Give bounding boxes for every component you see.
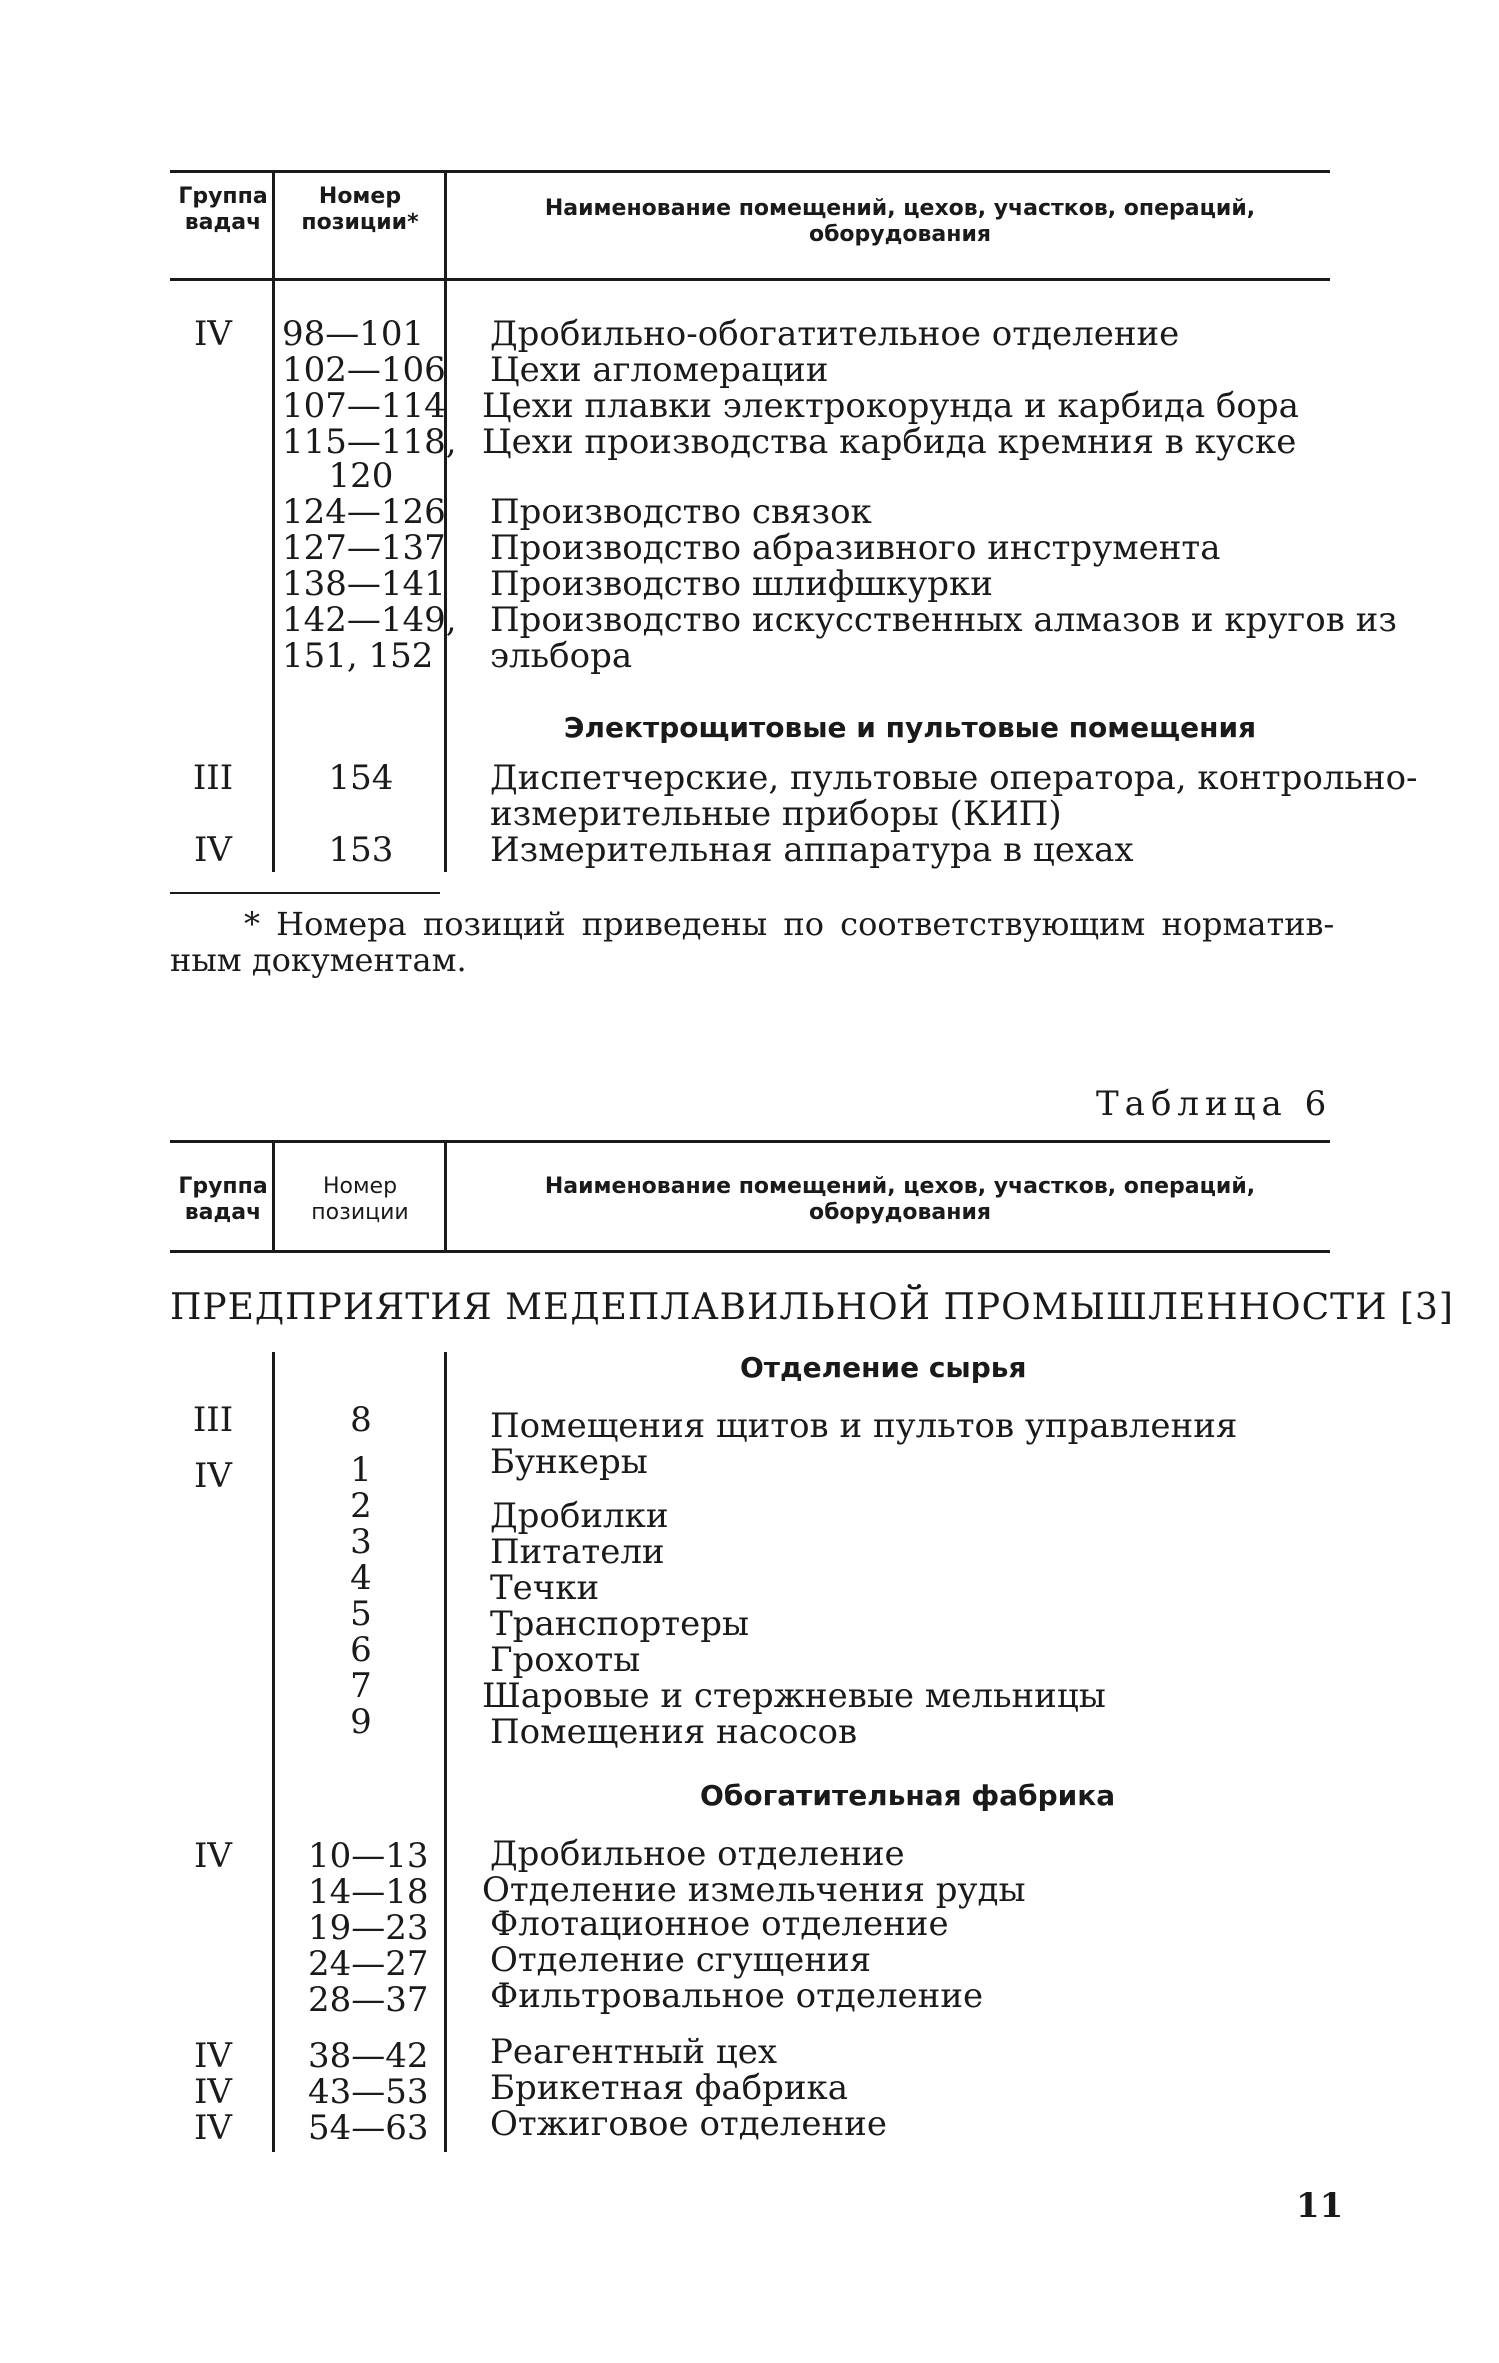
table1-row8-position-cont: 151, 152	[282, 636, 434, 676]
table2-r2-name: Бункеры	[490, 1442, 648, 1482]
table2-s2-r6-position: 38—42	[308, 2036, 429, 2076]
table2-r5-name: Течки	[490, 1568, 600, 1608]
table1-row10-position: 153	[328, 830, 394, 870]
table1-row8-name: Производство искусственных алмазов и кругов из	[490, 600, 1397, 640]
table1-row9-name-cont: измерительные приборы (КИП)	[490, 794, 1062, 834]
table2-r8-name: Шаровые и стержневые мельницы	[482, 1676, 1106, 1716]
table1-row3-position: 107—114	[282, 386, 446, 426]
table2-s2-r7-group: IV	[194, 2072, 232, 2112]
table1-group-iv: IV	[194, 314, 232, 354]
table1-header-name: Наименование помещений, цехов, участков, операций, оборудования	[544, 196, 1256, 247]
footnote-rule	[170, 892, 440, 894]
table1-row4-name: Цехи производства карбида кремния в куске	[482, 422, 1297, 462]
table2-header-name: Наименование помещений, цехов, участков, операций, оборудования	[544, 1174, 1256, 1225]
table2-r3-name: Дробилки	[490, 1496, 669, 1536]
table2-s2-r3-name: Флотационное отделение	[490, 1904, 949, 1944]
table1-col-divider-1	[272, 172, 275, 872]
table1-row10-group: IV	[194, 830, 232, 870]
table2-s2-r6-name: Реагентный цех	[490, 2032, 778, 2072]
table1-row6-name: Производство абразивного инструмента	[490, 528, 1221, 568]
table2-header-col-divider-2	[444, 1142, 447, 1250]
table1-row2-name: Цехи агломерации	[490, 350, 829, 390]
table2-s2-r1-name: Дробильное отделение	[490, 1834, 905, 1874]
table2-header-rule	[170, 1250, 1330, 1253]
table2-r1-position: 8	[350, 1400, 372, 1440]
table2-top-rule	[170, 1140, 1330, 1143]
table2-s2-r3-position: 19—23	[308, 1908, 429, 1948]
table2-s2-r7-position: 43—53	[308, 2072, 429, 2112]
table2-s2-r1-group: IV	[194, 1836, 232, 1876]
table1-row10-name: Измерительная аппаратура в цехах	[490, 830, 1134, 870]
table1-header-group: Группа вадач	[178, 184, 268, 235]
table2-r2-position: 1	[350, 1450, 372, 1490]
table2-r2-group: IV	[194, 1456, 232, 1496]
table2-s2-r4-name: Отделение сгущения	[490, 1940, 872, 1980]
table1-row9-group: III	[192, 758, 234, 798]
page-number: 11	[1296, 2186, 1344, 2226]
table2-r1-name: Помещения щитов и пультов управления	[490, 1406, 1238, 1446]
table2-r5-position: 4	[350, 1558, 372, 1598]
table1-row6-position: 127—137	[282, 528, 446, 568]
table1-top-rule	[170, 170, 1330, 173]
table2-section-2: Обогатительная фабрика	[700, 1779, 1116, 1812]
table2-s2-r5-name: Фильтровальное отделение	[490, 1976, 984, 2016]
table2-r9-name: Помещения насосов	[490, 1712, 858, 1752]
table2-header-group: Группа вадач	[178, 1174, 268, 1225]
table2-r4-position: 3	[350, 1522, 372, 1562]
table1-row3-name: Цехи плавки электрокорунда и карбида бора	[482, 386, 1299, 426]
table1-row4-position-cont: 120	[328, 456, 394, 496]
table2-r3-position: 2	[350, 1486, 372, 1526]
table1-section-heading: Электрощитовые и пультовые помещения	[563, 711, 1257, 744]
footnote-line-2: ным документам.	[170, 941, 467, 979]
table1-header-position: Номер позиции*	[301, 184, 419, 235]
footnote-line-1: * Номера позиций приведены по соответствующим норматив-	[244, 905, 1335, 943]
table1-row8-name-cont: эльбора	[490, 636, 633, 676]
table2-title: ПРЕДПРИЯТИЯ МЕДЕПЛАВИЛЬНОЙ ПРОМЫШЛЕННОСТИ [3]	[170, 1287, 1454, 1328]
table1-row4-position: 115—118,	[282, 422, 457, 462]
table1-row7-position: 138—141	[282, 564, 446, 604]
table1-row9-name: Диспетчерские, пультовые оператора, контрольно-	[490, 758, 1418, 798]
table2-s2-r7-name: Брикетная фабрика	[490, 2068, 849, 2108]
table2-header-position: Номер позиции	[311, 1174, 409, 1225]
table1-row9-position: 154	[328, 758, 394, 798]
table1-row5-name: Производство связок	[490, 492, 872, 532]
table2-r7-position: 6	[350, 1630, 372, 1670]
table2-r7-name: Грохоты	[490, 1640, 641, 1680]
table2-s2-r4-position: 24—27	[308, 1944, 429, 1984]
table2-r6-position: 5	[350, 1594, 372, 1634]
table2-s2-r6-group: IV	[194, 2036, 232, 2076]
table2-caption: Таблица 6	[1096, 1084, 1333, 1124]
table1-row7-name: Производство шлифшкурки	[490, 564, 993, 604]
table2-r8-position: 7	[350, 1666, 372, 1706]
table2-s2-r8-name: Отжиговое отделение	[490, 2104, 887, 2144]
table2-s2-r2-name: Отделение измельчения руды	[482, 1870, 1026, 1910]
table1-row1-position: 98—101	[282, 314, 425, 354]
table2-header-col-divider-1	[272, 1142, 275, 1250]
table2-section-1: Отделение сырья	[740, 1351, 1027, 1384]
table1-row2-position: 102—106	[282, 350, 446, 390]
table2-s2-r8-group: IV	[194, 2108, 232, 2148]
table2-s2-r2-position: 14—18	[308, 1872, 429, 1912]
table2-r1-group: III	[192, 1400, 234, 1440]
table1-row1-name: Дробильно-обогатительное отделение	[490, 314, 1180, 354]
table2-col-divider-1	[272, 1352, 275, 2152]
table1-row8-position: 142—149,	[282, 600, 457, 640]
table2-r4-name: Питатели	[490, 1532, 665, 1572]
table1-header-rule	[170, 278, 1330, 281]
table2-s2-r5-position: 28—37	[308, 1980, 429, 2020]
table2-r6-name: Транспортеры	[490, 1604, 750, 1644]
table1-row5-position: 124—126	[282, 492, 446, 532]
table2-r9-position: 9	[350, 1702, 372, 1742]
table2-s2-r8-position: 54—63	[308, 2108, 429, 2148]
table2-s2-r1-position: 10—13	[308, 1836, 429, 1876]
